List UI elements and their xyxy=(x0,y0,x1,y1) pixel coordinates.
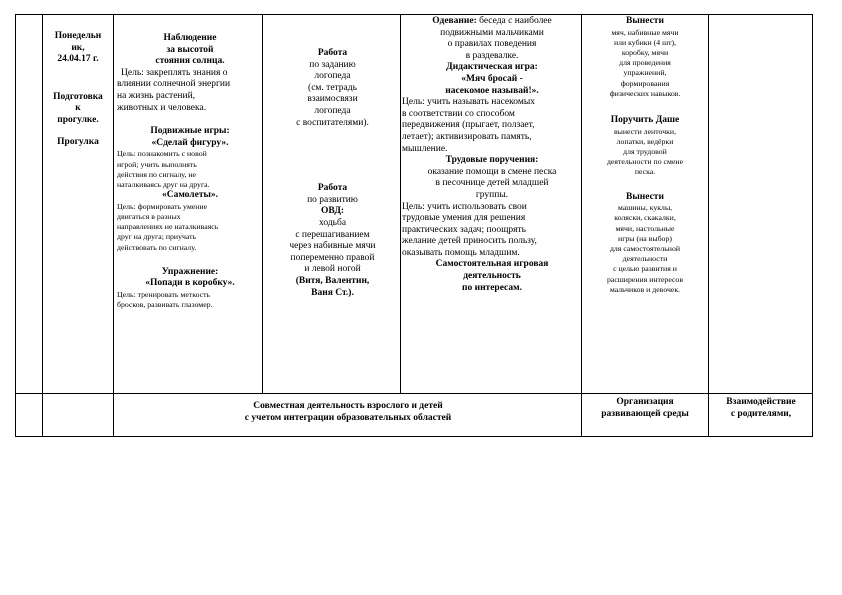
labor-goal: Цель: учить использовать свои xyxy=(402,201,527,212)
game1-text: наталкиваясь друг на друга. xyxy=(117,179,210,189)
dressing-line xyxy=(402,16,582,28)
observation-goal: Цель: закреплять знания о xyxy=(121,67,228,78)
col-border-0 xyxy=(15,14,16,437)
exercise-name: «Попади в коробку». xyxy=(145,278,235,289)
individual-block1-line: взаимосвязи xyxy=(307,94,358,105)
bring1-text: или кубики (4 шт), xyxy=(613,37,677,47)
labor-title: Трудовые поручения: xyxy=(445,155,539,166)
bring2-text: игры (на выбор) xyxy=(618,233,672,243)
individual-block1-line: логопеда xyxy=(314,105,351,116)
plan-table xyxy=(15,14,813,437)
bring1-text: для проведения xyxy=(619,58,671,68)
labor-text: группы. xyxy=(475,189,509,200)
dressing-line: подвижными мальчиками xyxy=(440,27,544,38)
labor-goal: практических задач; поощрять xyxy=(402,224,526,235)
individual-block2-names: Ваня Ст.). xyxy=(311,287,354,298)
game1-title: «Сделай фигуру». xyxy=(151,137,229,148)
individual-block1-line: с воспитателями). xyxy=(296,117,369,128)
individual-block2-text: через набивные мячи xyxy=(289,241,376,252)
observation-title: стояния солнца. xyxy=(155,56,225,67)
game2-text: действовать по сигналу. xyxy=(117,242,197,252)
joint-cell xyxy=(402,16,582,294)
col-border-7 xyxy=(812,14,813,437)
bring2-text: мячи, настольные xyxy=(615,223,675,233)
individual-block1-line: (см. тетрадь xyxy=(308,82,357,93)
bring2-text: для самостоятельной xyxy=(609,244,681,254)
game2-title: «Самолеты». xyxy=(161,190,219,201)
individual-cell xyxy=(265,48,400,299)
parents-header xyxy=(710,397,812,420)
individual-block2-text: с перешагиванием xyxy=(295,229,370,240)
observation-goal: животных и человека. xyxy=(117,102,207,113)
game2-text: Цель: формировать умение xyxy=(117,201,208,211)
day-date: 24.04.17 г. xyxy=(57,54,99,65)
exercise-text: Цель: тренировать меткость xyxy=(117,289,211,299)
observation-goal: на жизнь растений, xyxy=(117,90,196,101)
individual-block2-names: (Витя, Валентин, xyxy=(295,275,370,286)
assign-text: вынести ленточки, xyxy=(613,126,677,136)
parents-header-line: с родителями, xyxy=(730,408,792,419)
game2-text: друг на друга; приучать xyxy=(117,232,197,242)
bring2-text: с целью развития и xyxy=(613,264,677,274)
labor-goal: оказывать помощь младшим. xyxy=(402,247,520,258)
row-divider xyxy=(15,393,813,394)
assign-text: песка. xyxy=(634,167,656,177)
dressing-text: беседа с наиболее xyxy=(476,16,552,26)
game1-text: действия по сигналу, не xyxy=(117,169,196,179)
individual-block1-title: Работа xyxy=(317,48,348,58)
observation-title: Наблюдение xyxy=(163,33,217,43)
bring1-text: формирования xyxy=(620,78,670,88)
joint-activity-header-line: Совместная деятельность взрослого и детей xyxy=(253,401,443,411)
bring1-title: Вынести xyxy=(626,16,664,26)
bring2-text: машины, куклы, xyxy=(617,203,673,213)
bring1-text: коробку, мячи xyxy=(621,48,669,57)
individual-block1-line: по заданию xyxy=(309,59,356,70)
day-cell xyxy=(43,31,113,148)
exercise-title: Упражнение: xyxy=(161,266,219,277)
didactic-goal: летает); активизировать память, xyxy=(402,131,532,142)
didactic-goal: мышление. xyxy=(402,143,448,154)
labor-goal: желание детей приносить пользу, xyxy=(402,236,537,247)
assign-text: для трудовой xyxy=(623,147,667,157)
game2-text: двигаться в разных xyxy=(117,211,181,221)
assign-text: лопатки, ведёрки xyxy=(616,136,674,146)
bring2-title: Вынести xyxy=(626,191,664,202)
individual-block2-title: Работа xyxy=(317,183,348,194)
didactic-goal: Цель: учить называть насекомых xyxy=(402,97,535,108)
assign-title: Поручить Даше xyxy=(610,115,680,126)
table-top-border xyxy=(15,14,813,15)
game1-text: игрой; учить выполнять xyxy=(117,159,197,169)
observation-cell xyxy=(117,33,263,310)
prep-line: прогулке. xyxy=(57,114,99,125)
observation-title: за высотой xyxy=(166,44,214,55)
prep-line: Подготовка xyxy=(53,91,103,102)
bring1-text: мяч, набивные мячи xyxy=(611,27,679,37)
bring1-text: упражнений, xyxy=(623,68,667,78)
day-line: Понедельн xyxy=(54,31,102,41)
bring2-text: расширения интересов xyxy=(606,274,684,284)
col-border-6 xyxy=(708,14,709,437)
labor-text: оказание помощи в смене песка xyxy=(427,166,557,177)
joint-activity-header xyxy=(115,401,581,424)
col-border-4 xyxy=(400,14,401,394)
self-activity-title: Самостоятельная игровая xyxy=(435,259,549,270)
didactic-goal: передвижения (прыгает, ползает, xyxy=(402,120,535,131)
individual-block2-text: и левой ногой xyxy=(304,264,361,275)
bring2-text: мальчиков и девочек. xyxy=(609,284,681,294)
individual-block2-text: попеременно правой xyxy=(290,252,375,263)
dressing-line: в раздевалке. xyxy=(465,50,519,61)
dressing-title: Одевание: xyxy=(432,16,477,26)
games-title: Подвижные игры: xyxy=(150,126,230,137)
game1-text: Цель: познакомить с новой xyxy=(117,149,207,159)
joint-activity-header-line: с учетом интеграции образовательных областей xyxy=(244,412,452,423)
environment-header-line: развивающей среды xyxy=(601,408,689,419)
walk-label: Прогулка xyxy=(57,136,99,147)
bring1-text: физических навыков. xyxy=(609,88,681,98)
didactic-name: «Мяч бросай - xyxy=(461,73,523,84)
exercise-text: бросков, развивать глазомер. xyxy=(117,300,213,310)
game2-text: направлениях не наталкиваясь xyxy=(117,222,219,232)
dressing-line: о правилах поведения xyxy=(447,39,537,50)
labor-text: в песочнице детей младшей xyxy=(435,178,549,189)
environment-header-line: Организация xyxy=(616,397,674,407)
parents-header-line: Взаимодействие xyxy=(726,397,796,407)
prep-line: к xyxy=(75,103,81,114)
table-bottom-border xyxy=(15,436,813,437)
self-activity-title: деятельность xyxy=(463,271,521,282)
environment-cell xyxy=(583,16,707,295)
individual-block2-title: по развитию xyxy=(307,194,358,205)
didactic-name: насекомое называй!». xyxy=(445,85,539,96)
individual-block1-line: логопеда xyxy=(314,71,351,82)
labor-goal: трудовые умения для решения xyxy=(402,213,526,224)
bring2-text: коляски, скакалки, xyxy=(614,213,676,223)
self-activity-title: по интересам. xyxy=(462,282,522,293)
didactic-goal: в соответствии со способом xyxy=(402,108,515,119)
day-line: ик, xyxy=(71,42,85,53)
col-border-2 xyxy=(113,14,114,437)
individual-block2-text: ходьба xyxy=(318,217,347,228)
assign-text: деятельности по смене xyxy=(606,157,684,167)
individual-block2-title: ОВД: xyxy=(320,206,345,217)
environment-header xyxy=(583,397,707,420)
observation-goal: влиянии солнечной энергии xyxy=(117,79,231,90)
bring2-text: деятельности xyxy=(622,254,668,264)
didactic-title: Дидактическая игра: xyxy=(446,62,538,73)
